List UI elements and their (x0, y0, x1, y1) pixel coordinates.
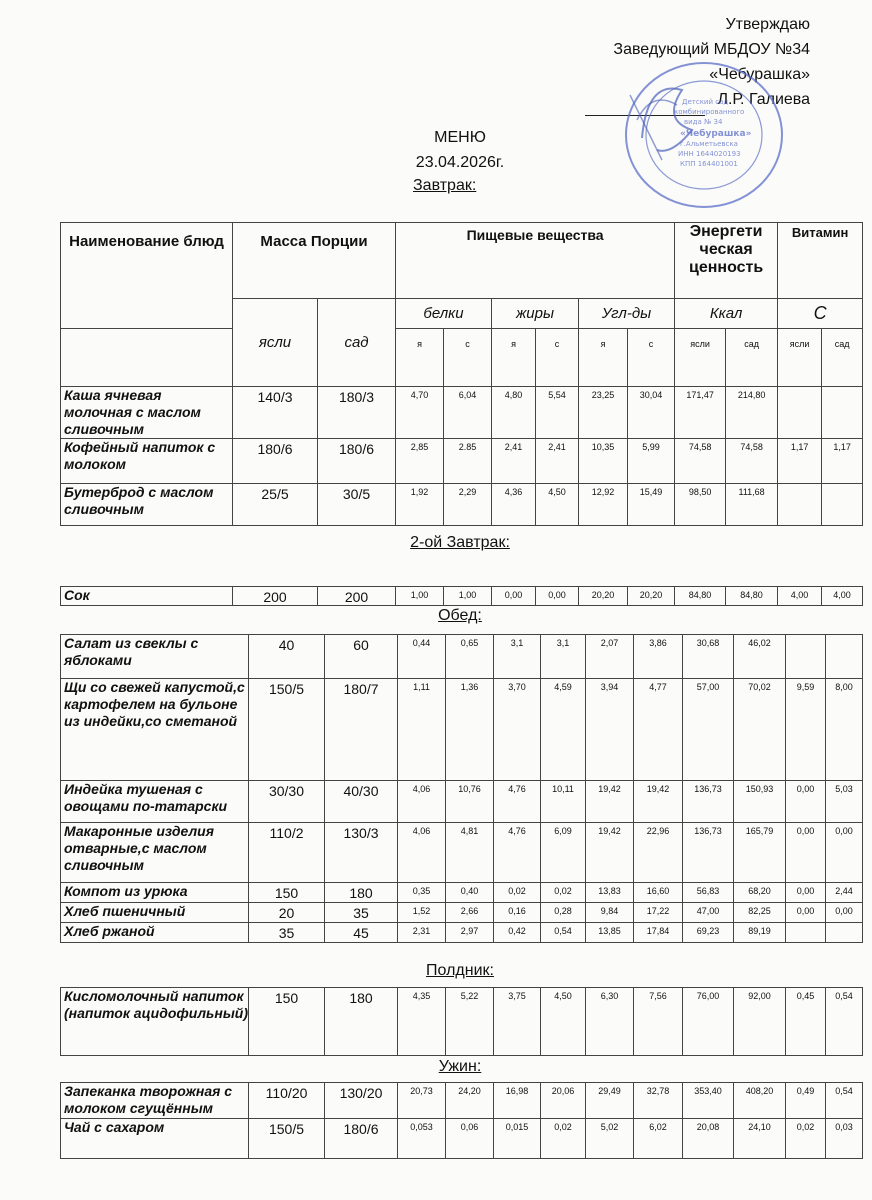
nutrient-value: 12,92 (579, 484, 628, 526)
nutrient-value: 2,29 (444, 484, 492, 526)
portion-yasli: 110/20 (249, 1083, 325, 1119)
nutrient-value: 0,03 (826, 1119, 863, 1159)
nutrient-value: 408,20 (734, 1083, 786, 1119)
nutrient-value: 4,50 (541, 988, 586, 1056)
portion-yasli: 150 (249, 883, 325, 903)
nutrient-value: 4,50 (536, 484, 579, 526)
nutrient-value: 150,93 (734, 781, 786, 823)
nutrient-value: 32,78 (634, 1083, 683, 1119)
dish-name: Хлеб пшеничный (61, 903, 249, 923)
nutrient-value: 0,16 (494, 903, 541, 923)
portion-yasli: 40 (249, 635, 325, 679)
dish-name: Салат из свеклы с яблоками (61, 635, 249, 679)
nutrient-value: 111,68 (726, 484, 778, 526)
nutrient-value: 0,00 (492, 587, 536, 606)
nutrient-value: 20,08 (683, 1119, 734, 1159)
nutrient-value: 4,00 (822, 587, 863, 606)
dish-name: Индейка тушеная с овощами по-татарски (61, 781, 249, 823)
nutrient-value: 0,00 (826, 823, 863, 883)
nutrient-value: 84,80 (675, 587, 726, 606)
sub-ya: я (396, 329, 444, 387)
svg-text:«Чебурашка»: «Чебурашка» (680, 129, 752, 139)
nutrient-value: 16,98 (494, 1083, 541, 1119)
nutrient-value: 4,35 (398, 988, 446, 1056)
nutrient-value (826, 923, 863, 943)
nutrient-value: 22,96 (634, 823, 683, 883)
header-sad: сад (318, 299, 396, 387)
nutrient-value: 82,25 (734, 903, 786, 923)
nutrient-value: 20,73 (398, 1083, 446, 1119)
portion-yasli: 20 (249, 903, 325, 923)
table-row (61, 1119, 863, 1159)
nutrient-value: 2,41 (492, 439, 536, 484)
portion-sad: 180/7 (325, 679, 398, 781)
approval-line-4: Л.Р. Галиева (717, 91, 810, 108)
portion-yasli: 110/2 (249, 823, 325, 883)
table-row (61, 679, 863, 781)
nutrient-value: 0,015 (494, 1119, 541, 1159)
nutrient-value: 0,02 (494, 883, 541, 903)
nutrient-value: 4,76 (494, 823, 541, 883)
nutrient-value: 74,58 (726, 439, 778, 484)
portion-yasli: 35 (249, 923, 325, 943)
portion-yasli: 30/30 (249, 781, 325, 823)
nutrient-value: 5,99 (628, 439, 675, 484)
nutrient-value: 0,00 (786, 883, 826, 903)
nutrient-value: 20,20 (628, 587, 675, 606)
dish-name: Сок (61, 587, 233, 606)
nutrient-value (778, 387, 822, 439)
dish-name: Щи со свежей капустой,с картофелем на бульоне из индейки,со сметаной (61, 679, 249, 781)
nutrient-value: 1,11 (398, 679, 446, 781)
menu-date: 23.04.2026г. (415, 154, 505, 171)
nutrient-value: 98,50 (675, 484, 726, 526)
nutrient-value: 0,49 (786, 1083, 826, 1119)
dinner-table (60, 1082, 863, 1159)
nutrient-value: 4,80 (492, 387, 536, 439)
nutrient-value: 4,70 (396, 387, 444, 439)
section-snack: Полдник: (426, 962, 494, 979)
nutrient-value: 19,42 (586, 823, 634, 883)
nutrient-value: 0,00 (826, 903, 863, 923)
portion-yasli: 140/3 (233, 387, 318, 439)
header-energy: Энергети ческая ценность (675, 223, 778, 299)
sub-s: с (536, 329, 579, 387)
nutrient-value: 8,00 (826, 679, 863, 781)
nutrient-value: 1,17 (822, 439, 863, 484)
nutrient-value: 19,42 (634, 781, 683, 823)
nutrient-value: 136,73 (683, 823, 734, 883)
table-row (61, 484, 863, 526)
header-name: Наименование блюд (61, 223, 233, 329)
section-second-breakfast: 2-ой Завтрак: (410, 534, 510, 551)
nutrient-value: 5,54 (536, 387, 579, 439)
nutrient-value: 2.85 (444, 439, 492, 484)
sub-sad: сад (822, 329, 863, 387)
nutrient-value (786, 635, 826, 679)
table-row (61, 903, 863, 923)
nutrient-value: 24,20 (446, 1083, 494, 1119)
nutrient-value: 136,73 (683, 781, 734, 823)
nutrient-value: 0,00 (786, 781, 826, 823)
nutrient-value: 3,70 (494, 679, 541, 781)
nutrient-value: 17,22 (634, 903, 683, 923)
breakfast-table (60, 222, 863, 526)
nutrient-value: 23,25 (579, 387, 628, 439)
nutrient-value: 69,23 (683, 923, 734, 943)
nutrient-value: 4,59 (541, 679, 586, 781)
nutrient-value: 84,80 (726, 587, 778, 606)
dish-name: Запеканка творожная с молоком сгущённым (61, 1083, 249, 1119)
portion-sad: 30/5 (318, 484, 396, 526)
nutrient-value: 30,04 (628, 387, 675, 439)
nutrient-value: 15,49 (628, 484, 675, 526)
nutrient-value: 0,44 (398, 635, 446, 679)
nutrient-value: 4,36 (492, 484, 536, 526)
nutrient-value: 9,84 (586, 903, 634, 923)
portion-sad: 35 (325, 903, 398, 923)
stamp-seal (622, 60, 787, 210)
nutrient-value (822, 387, 863, 439)
nutrient-value: 9,59 (786, 679, 826, 781)
nutrient-value: 0,00 (536, 587, 579, 606)
nutrient-value: 4,77 (634, 679, 683, 781)
nutrient-value: 0,02 (541, 883, 586, 903)
nutrient-value: 1,92 (396, 484, 444, 526)
nutrient-value: 76,00 (683, 988, 734, 1056)
nutrient-value: 5,03 (826, 781, 863, 823)
nutrient-value: 74,58 (675, 439, 726, 484)
svg-text:вида № 34: вида № 34 (684, 118, 723, 126)
dish-name: Бутерброд с маслом сливочным (61, 484, 233, 526)
nutrient-value: 2,41 (536, 439, 579, 484)
nutrient-value: 0,06 (446, 1119, 494, 1159)
nutrient-value: 0,35 (398, 883, 446, 903)
header-mass: Масса Порции (233, 223, 396, 299)
nutrient-value: 353,40 (683, 1083, 734, 1119)
nutrient-value: 17,84 (634, 923, 683, 943)
nutrient-value: 10,11 (541, 781, 586, 823)
nutrient-value: 2,97 (446, 923, 494, 943)
nutrient-value: 2,44 (826, 883, 863, 903)
nutrient-value (826, 635, 863, 679)
nutrient-value: 89,19 (734, 923, 786, 943)
header-belki: белки (396, 299, 492, 329)
nutrient-value: 6,30 (586, 988, 634, 1056)
nutrient-value: 0,28 (541, 903, 586, 923)
dish-name: Чай с сахаром (61, 1119, 249, 1159)
svg-text:КПП 164401001: КПП 164401001 (680, 160, 738, 168)
nutrient-value: 10,76 (446, 781, 494, 823)
portion-sad: 45 (325, 923, 398, 943)
nutrient-value: 3,75 (494, 988, 541, 1056)
nutrient-value: 1,00 (396, 587, 444, 606)
nutrient-value (822, 484, 863, 526)
nutrient-value: 3,1 (494, 635, 541, 679)
table-row (61, 883, 863, 903)
portion-sad: 180/6 (318, 439, 396, 484)
nutrient-value: 24,10 (734, 1119, 786, 1159)
approval-line-1: Утверждаю (725, 16, 810, 33)
nutrient-value: 0,42 (494, 923, 541, 943)
nutrient-value: 56,83 (683, 883, 734, 903)
portion-sad: 200 (318, 587, 396, 606)
nutrient-value: 4,81 (446, 823, 494, 883)
nutrient-value: 13,83 (586, 883, 634, 903)
nutrient-value: 165,79 (734, 823, 786, 883)
section-breakfast: Завтрак: (413, 177, 477, 194)
nutrient-value: 0,02 (786, 1119, 826, 1159)
nutrient-value: 3,1 (541, 635, 586, 679)
nutrient-value: 4,00 (778, 587, 822, 606)
portion-yasli: 180/6 (233, 439, 318, 484)
nutrient-value: 5,22 (446, 988, 494, 1056)
svg-text:ИНН 1644020193: ИНН 1644020193 (678, 150, 741, 158)
portion-sad: 130/20 (325, 1083, 398, 1119)
menu-title (380, 125, 540, 175)
nutrient-value: 70,02 (734, 679, 786, 781)
nutrient-value: 0,053 (398, 1119, 446, 1159)
nutrient-value: 0,02 (541, 1119, 586, 1159)
sub-sad: сад (726, 329, 778, 387)
nutrient-value: 20,20 (579, 587, 628, 606)
nutrient-value: 3,94 (586, 679, 634, 781)
menu-heading: МЕНЮ (434, 129, 486, 146)
nutrient-value: 4,06 (398, 823, 446, 883)
nutrient-value: 47,00 (683, 903, 734, 923)
nutrient-value: 16,60 (634, 883, 683, 903)
nutrient-value: 19,42 (586, 781, 634, 823)
nutrient-value: 30,68 (683, 635, 734, 679)
header-zhiry: жиры (492, 299, 579, 329)
nutrient-value: 2,31 (398, 923, 446, 943)
lunch-table (60, 634, 863, 943)
dish-name: Каша ячневая молочная с маслом сливочным (61, 387, 233, 439)
section-lunch: Обед: (438, 607, 482, 624)
header-ugl: Угл-ды (579, 299, 675, 329)
second-breakfast-table (60, 586, 863, 606)
header-vitamin: Витамин (778, 223, 863, 299)
portion-sad: 40/30 (325, 781, 398, 823)
nutrient-value: 68,20 (734, 883, 786, 903)
table-row (61, 387, 863, 439)
nutrient-value: 29,49 (586, 1083, 634, 1119)
nutrient-value: 3,86 (634, 635, 683, 679)
table-row (61, 923, 863, 943)
svg-text:г.Альметьевска: г.Альметьевска (680, 140, 738, 148)
nutrient-value: 1,52 (398, 903, 446, 923)
nutrient-value: 1,17 (778, 439, 822, 484)
portion-sad: 180/6 (325, 1119, 398, 1159)
portion-yasli: 200 (233, 587, 318, 606)
nutrient-value: 0,54 (826, 988, 863, 1056)
portion-yasli: 150 (249, 988, 325, 1056)
table-row (61, 635, 863, 679)
dish-name: Кофейный напиток с молоком (61, 439, 233, 484)
portion-sad: 180/3 (318, 387, 396, 439)
nutrient-value: 57,00 (683, 679, 734, 781)
approval-line-3: «Чебурашка» (709, 66, 810, 83)
table-row (61, 781, 863, 823)
table-row (61, 1083, 863, 1119)
header-c: С (778, 299, 863, 329)
header-yasli: ясли (233, 299, 318, 387)
nutrient-value: 2,07 (586, 635, 634, 679)
snack-table (60, 987, 863, 1056)
nutrient-value: 0,54 (826, 1083, 863, 1119)
section-dinner: Ужин: (438, 1058, 482, 1075)
nutrient-value: 13,85 (586, 923, 634, 943)
portion-yasli: 150/5 (249, 679, 325, 781)
nutrient-value: 6,04 (444, 387, 492, 439)
sub-s: с (628, 329, 675, 387)
header-nutrients: Пищевые вещества (396, 223, 675, 299)
nutrient-value: 0,00 (786, 903, 826, 923)
dish-name: Кисломолочный напиток (напиток ацидофильный) (61, 988, 249, 1056)
portion-sad: 130/3 (325, 823, 398, 883)
nutrient-value: 6,02 (634, 1119, 683, 1159)
sub-ya: я (579, 329, 628, 387)
sub-yasli: ясли (675, 329, 726, 387)
nutrient-value: 4,06 (398, 781, 446, 823)
nutrient-value: 92,00 (734, 988, 786, 1056)
table-row (61, 439, 863, 484)
nutrient-value (778, 484, 822, 526)
dish-name: Компот из урюка (61, 883, 249, 903)
nutrient-value: 4,76 (494, 781, 541, 823)
dish-name: Хлеб ржаной (61, 923, 249, 943)
svg-text:комбинированного: комбинированного (674, 108, 745, 116)
nutrient-value: 5,02 (586, 1119, 634, 1159)
nutrient-value: 6,09 (541, 823, 586, 883)
table-row (61, 988, 863, 1056)
sub-s: с (444, 329, 492, 387)
nutrient-value: 0,00 (786, 823, 826, 883)
portion-sad: 180 (325, 988, 398, 1056)
nutrient-value: 10,35 (579, 439, 628, 484)
nutrient-value: 214,80 (726, 387, 778, 439)
portion-yasli: 25/5 (233, 484, 318, 526)
nutrient-value: 1,00 (444, 587, 492, 606)
nutrient-value: 0,54 (541, 923, 586, 943)
nutrient-value: 20,06 (541, 1083, 586, 1119)
table-row (61, 587, 863, 606)
sub-yasli: ясли (778, 329, 822, 387)
nutrient-value: 2,66 (446, 903, 494, 923)
nutrient-value: 0,40 (446, 883, 494, 903)
dish-name: Макаронные изделия отварные,с маслом сливочным (61, 823, 249, 883)
portion-yasli: 150/5 (249, 1119, 325, 1159)
sub-ya: я (492, 329, 536, 387)
nutrient-value: 46,02 (734, 635, 786, 679)
approval-line-2: Заведующий МБДОУ №34 (613, 41, 810, 58)
portion-sad: 180 (325, 883, 398, 903)
header-kcal: Ккал (675, 299, 778, 329)
table-row (61, 823, 863, 883)
nutrient-value: 0,45 (786, 988, 826, 1056)
nutrient-value: 1,36 (446, 679, 494, 781)
portion-sad: 60 (325, 635, 398, 679)
nutrient-value: 0,65 (446, 635, 494, 679)
nutrient-value: 2,85 (396, 439, 444, 484)
nutrient-value (786, 923, 826, 943)
svg-text:Детский сад: Детский сад (682, 98, 729, 106)
nutrient-value: 171,47 (675, 387, 726, 439)
nutrient-value: 7,56 (634, 988, 683, 1056)
